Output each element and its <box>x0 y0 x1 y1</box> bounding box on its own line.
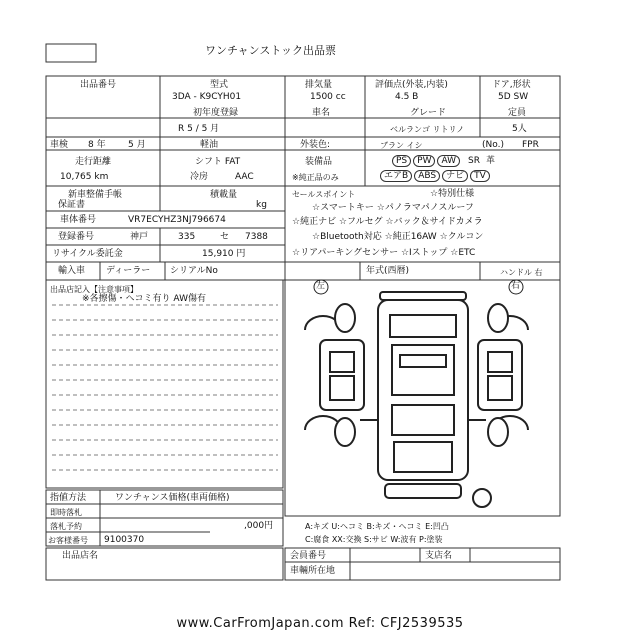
member-number-label: お客様番号 <box>48 536 88 545</box>
watermark-ref: www.CarFromJapan.com Ref: CFJ2539535 <box>176 616 464 631</box>
notes-title: 出品店記入【注意事項】 <box>50 285 138 294</box>
branch-label: 支店名 <box>425 551 453 561</box>
legend-row-2: C:腐食 XX:交換 S:サビ W:波有 P:塗装 <box>305 535 443 544</box>
year-label: 年式(西暦) <box>366 266 410 276</box>
chassis-label: 車体番号 <box>60 215 97 225</box>
color-no-label: (No.) <box>482 140 504 150</box>
plate-area: 神戸 <box>130 232 149 242</box>
capacity-label: 定員 <box>508 108 527 118</box>
capacity-value: 5人 <box>512 124 527 134</box>
notes-box <box>46 280 283 488</box>
service-book-label: 新車整備手帳 <box>68 190 123 200</box>
aircon-label: 冷房 <box>190 172 209 182</box>
recycle-value: 15,910 円 <box>202 249 246 259</box>
exterior-color-value: ブラン イシ <box>380 141 423 150</box>
payment-value: ワンチャンス価格(車両価格) <box>115 493 230 503</box>
inspection-label: 車検 <box>50 140 69 150</box>
displacement-value: 1500 cc <box>310 92 346 102</box>
equipment-row2 <box>380 170 492 182</box>
load-label: 積載量 <box>210 190 238 200</box>
start-label: 即時落札 <box>50 508 82 517</box>
dealer-label: ディーラー <box>106 266 151 276</box>
selling-point-1: ☆スマートキー ☆パノラマパノスルーフ <box>312 203 474 213</box>
handle-label: ハンドル 右 <box>500 268 543 277</box>
notes-line-1: ※各擦傷・ヘコミ有り AW傷有 <box>82 294 206 304</box>
serial-label: シリアルNo <box>170 266 218 276</box>
fuel-value: 軽油 <box>200 140 219 150</box>
door-value: 5D SW <box>498 92 529 102</box>
plate-label: 登録番号 <box>58 232 95 242</box>
selling-points-label: セールスポイント <box>292 190 356 199</box>
model-value: 3DA - K9CYH01 <box>172 92 242 102</box>
plate-number: 7388 <box>245 232 268 242</box>
reserve-value: ,000円 <box>244 521 274 531</box>
load-unit: kg <box>256 200 267 210</box>
equip-leather: 革 <box>486 156 496 166</box>
lot-number-label: 出品番号 <box>80 80 117 90</box>
payment-label: 指値方法 <box>50 493 87 503</box>
aircon-value: AAC <box>235 172 254 182</box>
equip-ps: PS <box>392 155 411 167</box>
selling-point-3: ☆Bluetooth対応 ☆純正16AW ☆クルコン <box>312 232 484 242</box>
diagram-left-label: 左 <box>316 281 326 291</box>
legend-row-1: A:キズ U:ヘコミ B:キズ・ヘコミ E:凹凸 <box>305 522 449 531</box>
equip-aw: AW <box>437 155 460 167</box>
member-number-value: 9100370 <box>104 535 145 545</box>
equip-sr: SR <box>468 156 481 166</box>
inspection-year: 8 年 <box>88 140 106 150</box>
car-name-label: 車名 <box>312 108 331 118</box>
reserve-label: 落札予約 <box>50 522 82 531</box>
score-label: 評価点(外装,内装) <box>375 80 448 90</box>
first-reg-label: 初年度登録 <box>193 108 239 118</box>
import-label: 輸入車 <box>58 266 86 276</box>
equipment-label: 装備品 <box>305 157 333 167</box>
plate-kana: セ <box>220 232 230 242</box>
displacement-label: 排気量 <box>305 80 333 90</box>
equip-abs: ABS <box>414 170 440 182</box>
special-label: ☆特別仕様 <box>430 189 475 199</box>
plate-class: 335 <box>178 232 196 242</box>
score-value: 4.5 B <box>395 92 419 102</box>
store-name-label: 出品店名 <box>62 551 99 561</box>
selling-point-2: ☆純正ナビ ☆フルセグ ☆バック＆サイドカメラ <box>292 217 483 227</box>
grade-value: ベルランゴ リトリノ <box>390 125 465 134</box>
member-id-label: 会員番号 <box>290 551 327 561</box>
recycle-label: リサイクル委託金 <box>52 249 123 259</box>
car-diagram <box>305 292 528 507</box>
form-title: ワンチャンストック出品票 <box>205 44 337 57</box>
lot-number-box <box>46 44 96 62</box>
equipment-row1 <box>392 155 495 167</box>
grade-label: グレード <box>410 108 447 118</box>
first-reg-value: R 5 / 5 月 <box>178 124 220 134</box>
color-no-value: FPR <box>522 140 539 150</box>
genuine-note: ※純正品のみ <box>292 173 339 182</box>
shift-value: シフト FAT <box>195 157 241 167</box>
exterior-color-label: 外装色: <box>300 140 331 150</box>
equip-navi: ナビ <box>442 170 468 182</box>
mileage-value: 10,765 km <box>60 172 109 182</box>
inspection-month: 5 月 <box>128 140 146 150</box>
chassis-value: VR7ECYHZ3NJ796674 <box>128 215 226 225</box>
model-label: 型式 <box>210 80 229 90</box>
warranty-label: 保証書 <box>58 200 86 210</box>
equip-tv: TV <box>470 170 490 182</box>
location-label: 車輛所在地 <box>290 566 336 576</box>
equip-pw: PW <box>413 155 435 167</box>
diagram-right-label: 右 <box>511 281 521 291</box>
equip-airbag: エアB <box>380 170 412 182</box>
door-label: ドア,形状 <box>492 80 531 90</box>
selling-point-4: ☆リアパーキングセンサー ☆Iストップ ☆ETC <box>292 248 476 258</box>
mileage-label: 走行距離 <box>75 157 112 167</box>
